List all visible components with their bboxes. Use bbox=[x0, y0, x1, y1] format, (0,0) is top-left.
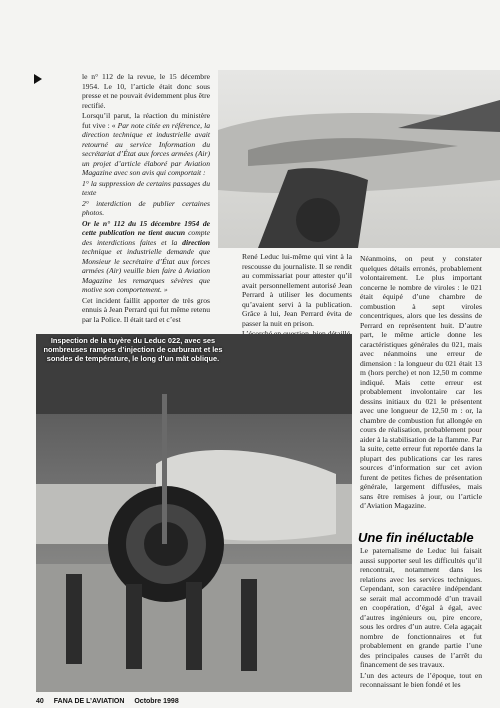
photo-caption: Inspection de la tuyère du Leduc 022, avec ses nombreuses rampes d’injection de carburant et les sondes de température, le long d’un mât oblique. bbox=[43, 336, 223, 364]
aircraft-photo bbox=[218, 70, 500, 248]
paragraph: René Leduc lui-même qui vint à la rescousse du journaliste. Il se rendit au commissariat pour attester qu’il avait personnellement autorisé Jean Perrard à utiliser les documents qu’avaient servi à la publication. Grâce à lui, Jean Perrard évita de passer la nuit en prison. bbox=[242, 252, 352, 328]
list-item: 2° interdiction de publier certaines photos. bbox=[82, 198, 210, 217]
list-item: 1° la suppression de certains passages du texte bbox=[82, 178, 210, 197]
paragraph: Lorsqu’il parut, la réaction du ministère fut vive : « Par note citée en référence, la direction technique et industrielle avait retourné au service Information du secrétariat d’État aux forces armées (Air) un projet d’article élaboré par Aviation Magazine avec son avis qui comportait : bbox=[82, 111, 210, 177]
column-3 bbox=[360, 254, 482, 512]
paragraph: Or le n° 112 du 15 décembre 1954 de cette publication ne tient aucun compte des interdictions faites et la direction technique et industrielle demande que Monsieur le secrétaire d’État aux forces armées (Air) veuille bien faire à Aviation Magazine les remarques sévères que motive son comportement. » bbox=[82, 218, 210, 294]
issue-date: Octobre 1998 bbox=[134, 698, 179, 705]
paragraph: Cet incident faillit apporter de très gros ennuis à Jean Perrard qui fut même retenu par la Police. Il était tard et c’est bbox=[82, 295, 210, 324]
aircraft-photo-icon bbox=[218, 70, 500, 248]
page-footer bbox=[36, 698, 286, 705]
hangar-photo-icon bbox=[36, 334, 352, 692]
magazine-name: FANA DE L’AVIATION bbox=[53, 698, 125, 705]
page-number: 40 bbox=[36, 698, 44, 705]
hangar-photo bbox=[36, 334, 352, 692]
paragraph: L’un des acteurs de l’époque, tout en reconnaissant le bien fondé et les bbox=[360, 670, 482, 689]
paragraph: Le paternalisme de Leduc lui faisait aussi supporter seul les difficultés qu’il rencontrait, notamment dans les relations avec les services techniques. Cependant, son caractère indépendant se serait mal accommodé d’un travail en coopération, d’égal à égal, avec d’autres ingénieurs ou, pire encore, sous les ordres d’un autre. Cela agaçait nombre de fonctionnaires et fut probablement en grande partie l’une des principales causes de l’arrêt du financement de ses travaux. bbox=[360, 546, 482, 669]
paragraph: le n° 112 de la revue, le 15 décembre 1954. Le 10, l’article était donc sous presse et ne pouvait évidemment plus être rectifié. bbox=[82, 72, 210, 110]
paragraph: Néanmoins, on peut y constater quelques détails erronés, probablement volontairement. Le plus important concerne le nombre de viroles : le 021 était équipé d’une chambre de combustion à sept viroles concentriques, alors que les dessins de Perrard en représentent huit. D’autre part, le même article donne les caractéristiques générales du 021, mais avec néanmoins une erreur de dimension : la longueur du 021 était 13 m (hors perche) et non 12,50 m comme indiqué. Mais cette erreur est probablement involontaire car les dessins initiaux du 021 le présentent avec une longueur de 12,50 m : or, la chambre de combustion fut allongée en cours de réalisation, probablement pour aider à la stabilisation de la flamme. Par la suite, cette erreur fut reportée dans la plupart des publications car les rares sources d’information sur cet avion furent de petites fiches de présentation générale, largement diffusées, mais sans être remises à jour, ou l’article d’Aviation Magazine. bbox=[360, 254, 482, 510]
column-1 bbox=[82, 72, 210, 325]
column-3-continued bbox=[360, 546, 482, 691]
section-arrow-icon bbox=[34, 74, 42, 84]
section-title: Une fin inéluctable bbox=[358, 530, 474, 545]
